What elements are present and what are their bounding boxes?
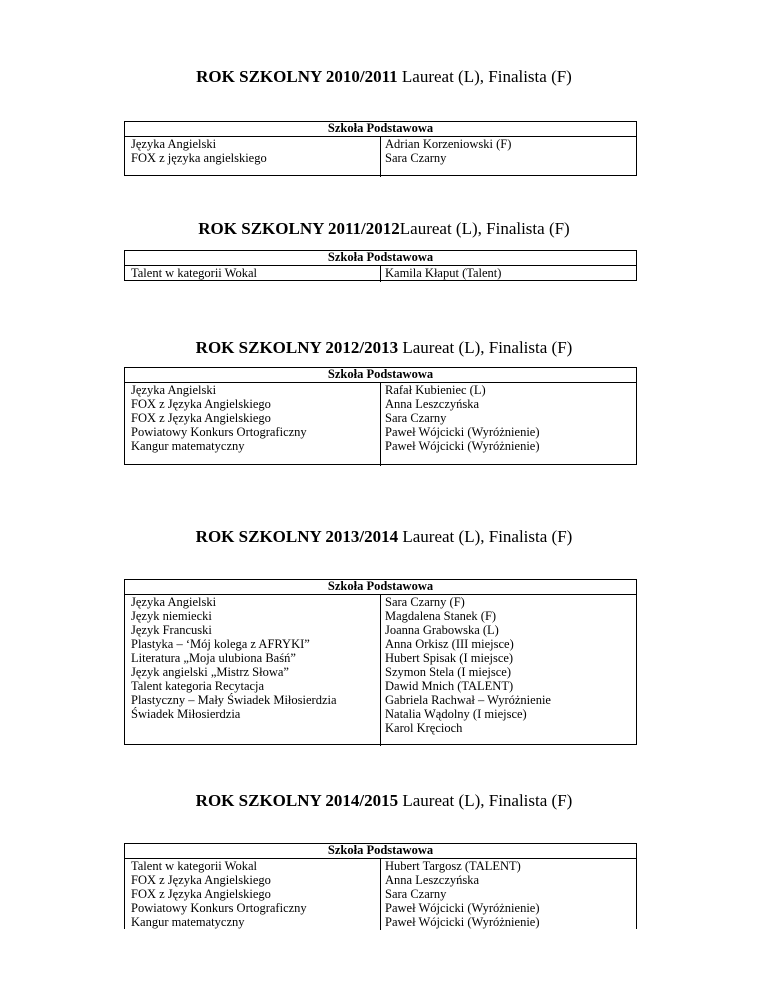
- student-cell: Anna Leszczyńska: [385, 397, 480, 411]
- student-cell: Paweł Wójcicki (Wyróżnienie): [385, 439, 540, 453]
- student-column: [381, 595, 636, 746]
- results-table-2010-2011: [124, 121, 637, 176]
- table-header: Szkoła Podstawowa: [125, 844, 636, 859]
- competition-cell: FOX z Języka Angielskiego: [131, 873, 271, 887]
- student-cell: Anna Leszczyńska: [385, 873, 480, 887]
- competition-cell: FOX z Języka Angielskiego: [131, 411, 271, 425]
- results-table-2011-2012: [124, 250, 637, 281]
- student-column: [381, 383, 636, 466]
- competition-cell: FOX z Języka Angielskiego: [131, 887, 271, 901]
- competition-cell: Talent w kategorii Wokal: [131, 859, 257, 873]
- student-cell: Sara Czarny: [385, 411, 447, 425]
- year-title: ROK SZKOLNY 2011/2012: [198, 219, 400, 238]
- student-column: [381, 859, 636, 930]
- results-table-2012-2013: [124, 367, 637, 465]
- competition-column: [125, 137, 381, 177]
- competition-cell: Język Francuski: [131, 623, 212, 637]
- student-cell: Hubert Spisak (I miejsce): [385, 651, 514, 665]
- student-column: [381, 266, 636, 282]
- table-header: Szkoła Podstawowa: [125, 368, 636, 383]
- year-title: ROK SZKOLNY 2013/2014: [195, 527, 399, 546]
- student-cell: Paweł Wójcicki (Wyróżnienie): [385, 915, 540, 929]
- table-header: Szkoła Podstawowa: [125, 251, 636, 266]
- competition-cell: FOX z języka angielskiego: [131, 151, 267, 165]
- competition-cell: Plastyka – ‘Mój kolega z AFRYKI”: [131, 637, 310, 651]
- student-cell: Szymon Stela (I miejsce): [385, 665, 512, 679]
- competition-column: [125, 859, 381, 930]
- results-table-2014-2015: [124, 843, 637, 929]
- competition-cell: Powiatowy Konkurs Ortograficzny: [131, 425, 307, 439]
- competition-cell: Talent kategoria Recytacja: [131, 679, 265, 693]
- student-cell: Paweł Wójcicki (Wyróżnienie): [385, 901, 540, 915]
- student-cell: Anna Orkisz (III miejsce): [385, 637, 514, 651]
- competition-column: [125, 595, 381, 746]
- competition-cell: Talent w kategorii Wokal: [131, 266, 257, 280]
- student-cell: Paweł Wójcicki (Wyróżnienie): [385, 425, 540, 439]
- year-title: ROK SZKOLNY 2010/2011: [196, 67, 398, 86]
- competition-cell: Języka Angielski: [131, 137, 217, 151]
- competition-column: [125, 266, 381, 282]
- section-title-2013-2014: [0, 527, 768, 547]
- section-title-2012-2013: [0, 338, 768, 358]
- competition-cell: Języka Angielski: [131, 595, 217, 609]
- table-header: Szkoła Podstawowa: [125, 580, 636, 595]
- legend: Laureat (L), Finalista (F): [398, 338, 573, 357]
- competition-cell: Plastyczny – Mały Świadek Miłosierdzia: [131, 693, 337, 707]
- student-cell: Sara Czarny (F): [385, 595, 465, 609]
- student-cell: Karol Kręcioch: [385, 721, 463, 735]
- competition-cell: Kangur matematyczny: [131, 439, 245, 453]
- year-title: ROK SZKOLNY 2014/2015: [195, 791, 399, 810]
- legend: Laureat (L), Finalista (F): [397, 67, 572, 86]
- legend: Laureat (L), Finalista (F): [399, 219, 570, 238]
- student-cell: Natalia Wądolny (I miejsce): [385, 707, 527, 721]
- section-title-2014-2015: [0, 791, 768, 811]
- competition-cell: Literatura „Moja ulubiona Baśń”: [131, 651, 296, 665]
- student-cell: Magdalena Stanek (F): [385, 609, 497, 623]
- competition-cell: Kangur matematyczny: [131, 915, 245, 929]
- competition-column: [125, 383, 381, 466]
- competition-cell: FOX z Języka Angielskiego: [131, 397, 271, 411]
- student-cell: Sara Czarny: [385, 887, 447, 901]
- competition-cell: Świadek Miłosierdzia: [131, 707, 241, 721]
- competition-cell: Powiatowy Konkurs Ortograficzny: [131, 901, 307, 915]
- table-header: Szkoła Podstawowa: [125, 122, 636, 137]
- student-column: [381, 137, 636, 177]
- year-title: ROK SZKOLNY 2012/2013: [195, 338, 399, 357]
- legend: Laureat (L), Finalista (F): [398, 527, 573, 546]
- student-cell: Dawid Mnich (TALENT): [385, 679, 514, 693]
- student-cell: Gabriela Rachwał – Wyróżnienie: [385, 693, 551, 707]
- student-cell: Sara Czarny: [385, 151, 447, 165]
- results-table-2013-2014: [124, 579, 637, 745]
- competition-cell: Języka Angielski: [131, 383, 217, 397]
- section-title-2010-2011: [0, 67, 768, 87]
- section-title-2011-2012: [0, 219, 768, 239]
- student-cell: Rafał Kubieniec (L): [385, 383, 486, 397]
- student-cell: Adrian Korzeniowski (F): [385, 137, 512, 151]
- competition-cell: Język niemiecki: [131, 609, 212, 623]
- student-cell: Kamila Kłaput (Talent): [385, 266, 502, 280]
- student-cell: Joanna Grabowska (L): [385, 623, 499, 637]
- legend: Laureat (L), Finalista (F): [398, 791, 573, 810]
- competition-cell: Język angielski „Mistrz Słowa”: [131, 665, 289, 679]
- student-cell: Hubert Targosz (TALENT): [385, 859, 521, 873]
